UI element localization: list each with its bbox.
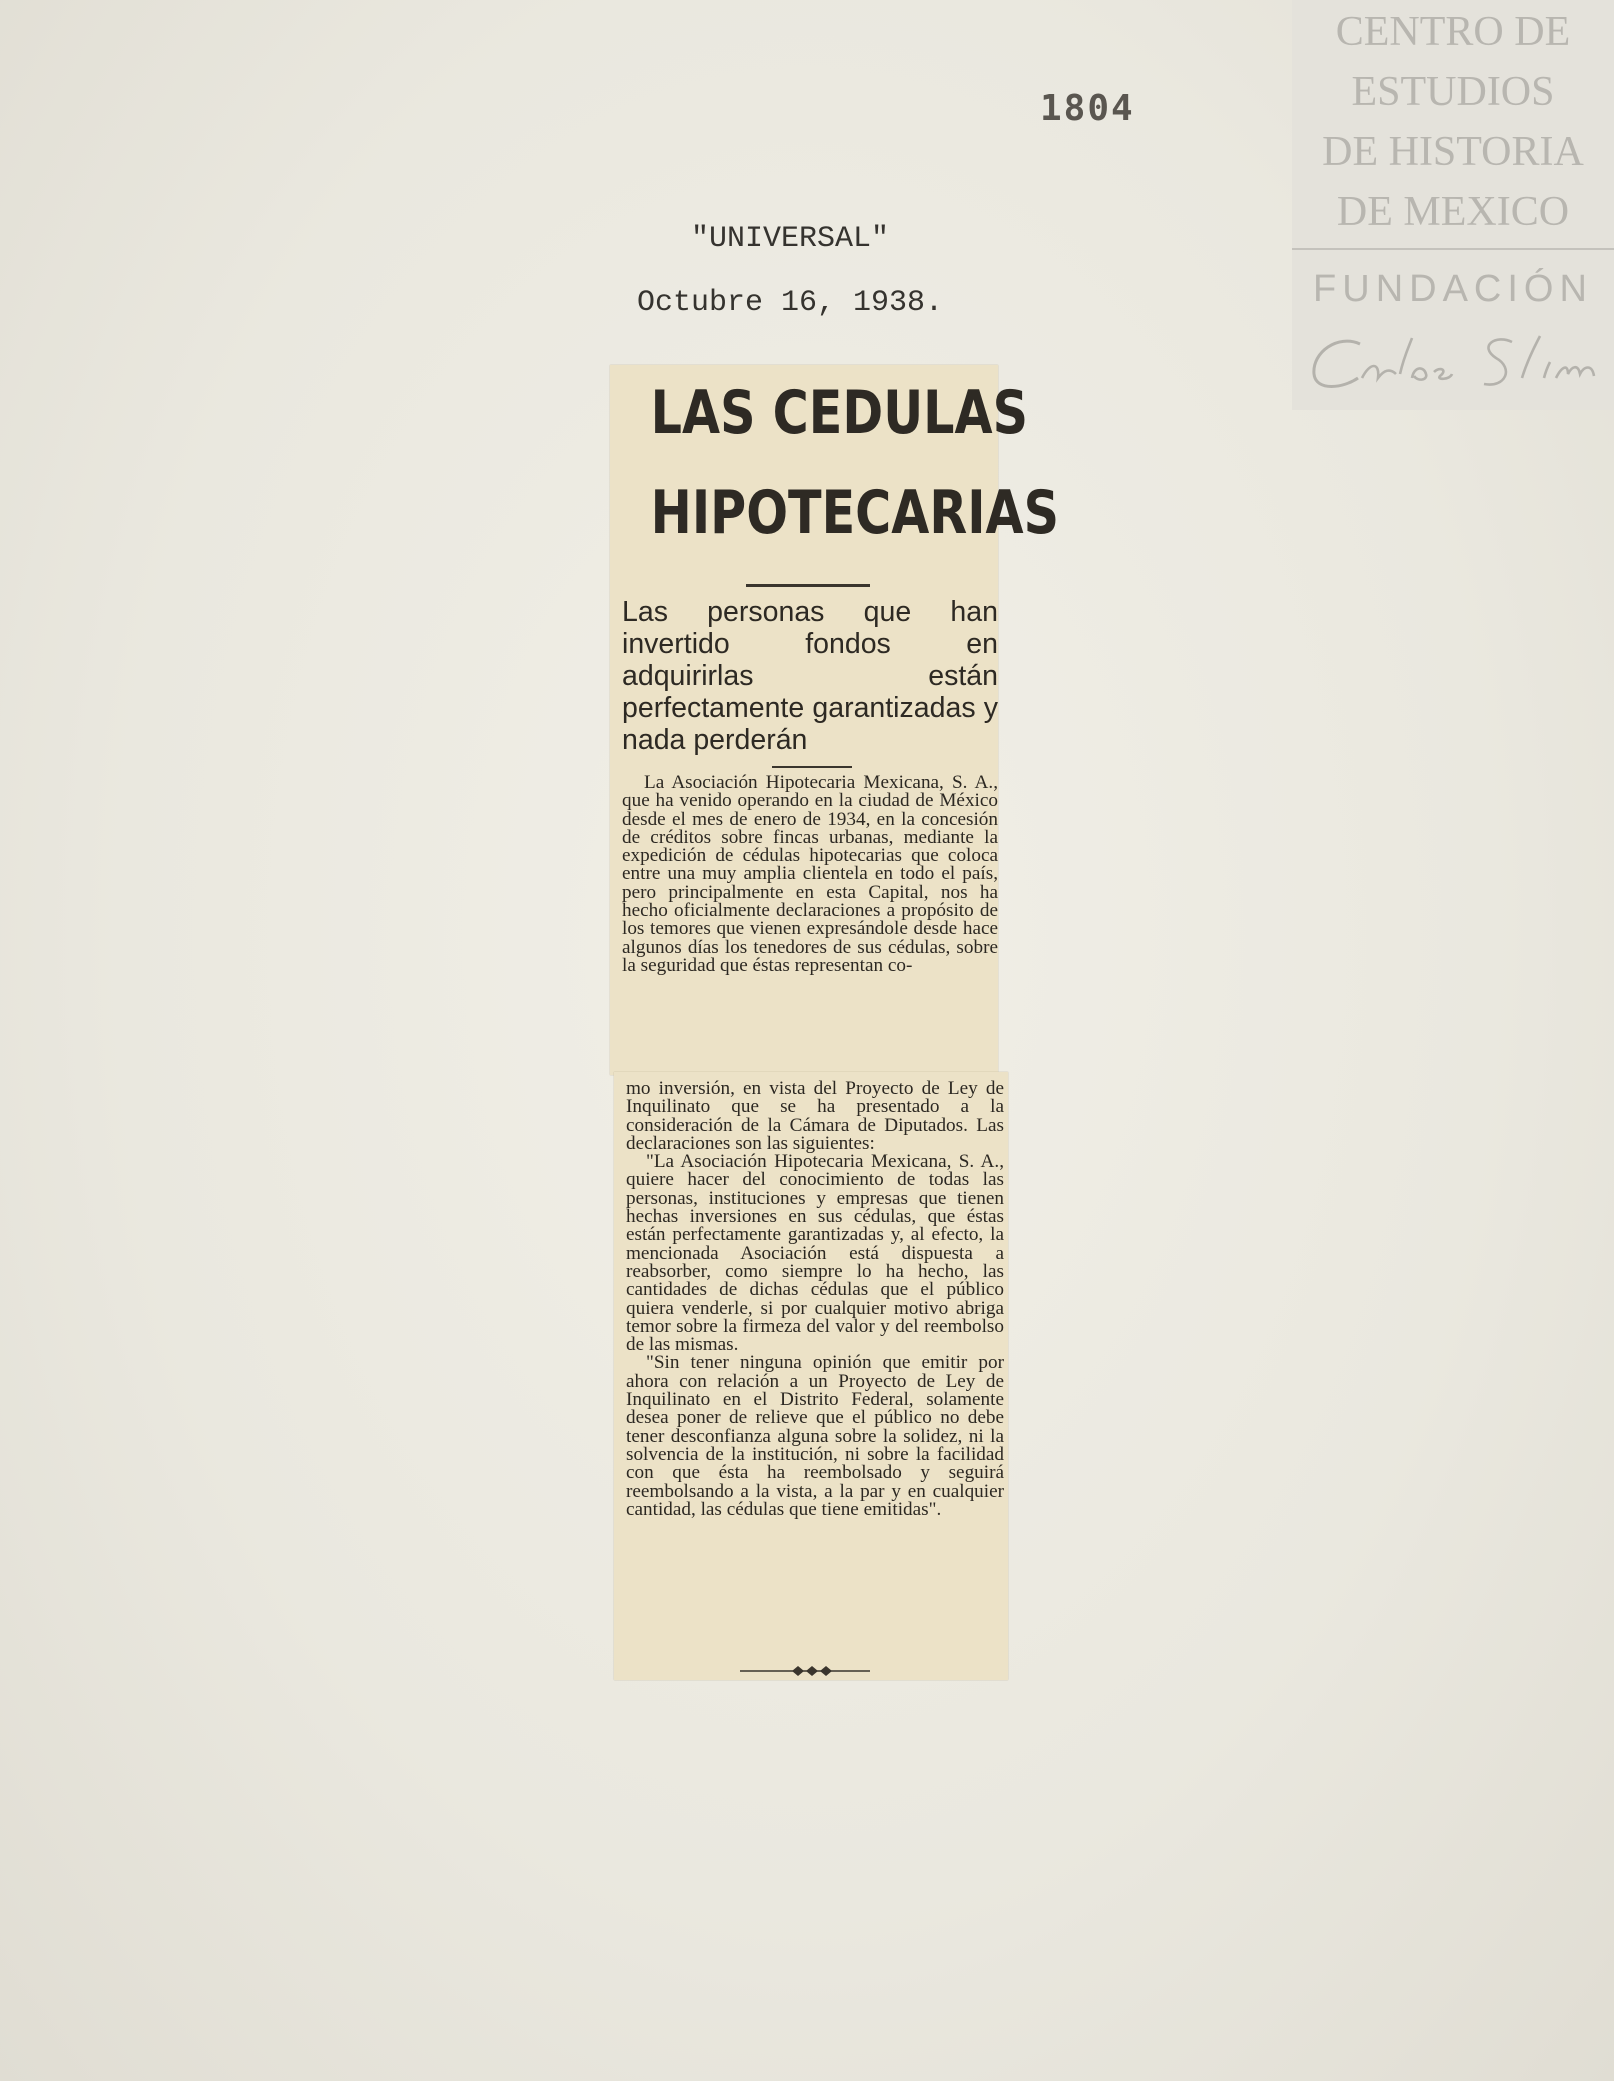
article-headline-line1: LAS CEDULAS bbox=[650, 378, 1029, 448]
watermark-line: DE MEXICO bbox=[1336, 189, 1570, 235]
article-body-column1 bbox=[622, 774, 998, 975]
body-paragraph: mo inversión, en vista del Proyecto de Ley de Inquilinato que se ha presentado a la consideración de la Cámara de Diputados. Las declaraciones son las siguientes: bbox=[626, 1078, 1004, 1154]
document-number: 1804 bbox=[1040, 88, 1135, 129]
watermark-line: DE HISTORIA bbox=[1322, 129, 1584, 175]
article-body-column2 bbox=[626, 1080, 1004, 1519]
body-paragraph: La Asociación Hipotecaria Mexicana, S. A., que ha venido operando en la ciudad de México desde el mes de enero de 1934, en la concesión de créditos sobre fincas urbanas, mediante la expedición de cédulas hipotecarias que coloca entre una muy amplia clientela en todo el país, pero principalmente en esta Capital, nos ha hecho oficialmente declaraciones a propósito de los temores que vienen expresándole desde hace algunos días los tenedores de sus cédulas, sobre la seguridad que éstas representan co- bbox=[622, 772, 998, 976]
end-ornament-icon bbox=[740, 1664, 870, 1678]
body-paragraph: "La Asociación Hipotecaria Mexicana, S. A., quiere hacer del conocimiento de todas las personas, instituciones y empresas que tienen hechas inversiones en sus cédulas, que éstas están perfectamente garantizadas y, al efecto, la mencionada Asociación está dispuesta a reabsorber, como siempre lo ha hecho, las cantidades de dichas cédulas que el público quiera venderle, si por cualquier motivo abriga temor sobre la firmeza del valor y del reembolso de las mismas. bbox=[626, 1151, 1004, 1356]
article-headline-line2: HIPOTECARIAS bbox=[650, 478, 1060, 548]
signature-logo-icon bbox=[1300, 322, 1610, 402]
watermark-line: CENTRO DE bbox=[1335, 9, 1571, 55]
article-subheading: Las personas que han invertido fondos en adquirirlas están perfectamente garantizadas y nada perderán bbox=[622, 596, 998, 756]
publication-date: Octubre 16, 1938. bbox=[636, 286, 944, 320]
newspaper-source: "UNIVERSAL" bbox=[690, 222, 890, 256]
headline-divider bbox=[746, 584, 870, 587]
watermark-foundation: FUNDACIÓN bbox=[1313, 268, 1593, 310]
watermark-line: ESTUDIOS bbox=[1351, 69, 1555, 115]
subhead-divider bbox=[772, 766, 852, 768]
body-paragraph: "Sin tener ninguna opinión que emitir por ahora con relación a un Proyecto de Ley de Inquilinato en el Distrito Federal, solamente desea poner de relieve que el público no debe tener desconfianza alguna sobre la solidez, ni la solvencia de la institución, ni sobre la facilidad con que ésta ha reembolsado y seguirá reembolsando a la vista, a la par y en cualquier cantidad, las cédulas que tiene emitidas". bbox=[626, 1352, 1004, 1520]
watermark-divider bbox=[1292, 248, 1614, 250]
